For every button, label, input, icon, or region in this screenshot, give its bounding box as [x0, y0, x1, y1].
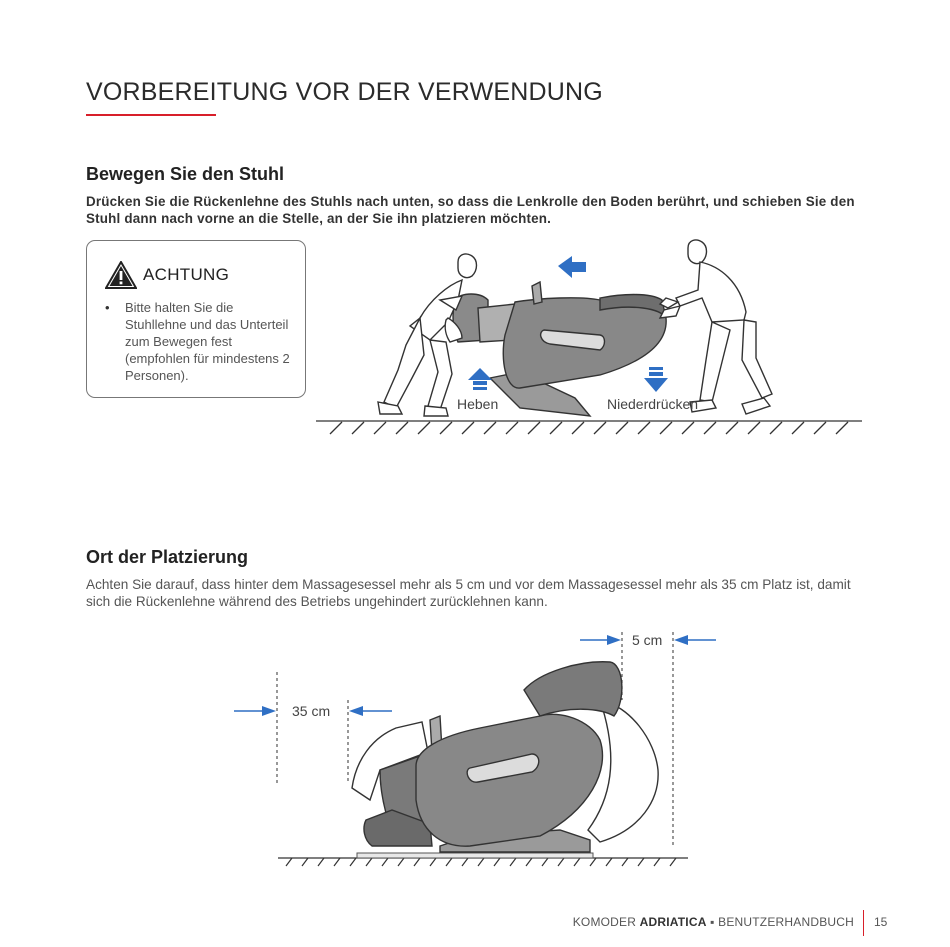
placement-section-instruction: Achten Sie darauf, dass hinter dem Massagesessel mehr als 5 cm und vor dem Massagesessel mehr als 35 cm Platz ist, damit sich die Rückenlehne während des Betriebs ungehindert zurücklehnen kann. [86, 577, 851, 609]
massage-chair [352, 662, 658, 852]
press-label: Niederdrücken [607, 396, 699, 412]
move-section-heading: Bewegen Sie den Stuhl [86, 164, 285, 184]
front-clearance-label: 35 cm [292, 703, 331, 719]
footer-divider [863, 910, 864, 936]
placement-ground-line [278, 858, 688, 866]
footer-doc-name: BENUTZERHANDBUCH [718, 915, 854, 929]
page-number: 15 [874, 915, 888, 929]
lift-label: Heben [457, 396, 499, 412]
footer-brand-prefix: KOMODER [572, 915, 637, 929]
rear-clearance-label: 5 cm [632, 632, 663, 648]
caution-item: • Bitte halten Sie die Stuhllehne und das Unterteil zum Bewegen fest (empfohlen für mindestens 2 Personen). [103, 299, 293, 384]
move-section-instruction: Drücken Sie die Rückenlehne des Stuhls nach unten, so dass die Lenkrolle den Boden berührt, und schieben Sie den Stuhl dann nach vorne an die Stelle, an der Sie ihn platzieren möchten. [86, 194, 855, 226]
footer-brand-name: ADRIATICA [639, 915, 707, 929]
page-title: VORBEREITUNG VOR DER VERWENDUNG [86, 78, 603, 106]
footer-doc-title [573, 915, 854, 929]
caution-title: ACHTUNG [143, 265, 230, 284]
footer-separator: ▪ [710, 915, 715, 929]
floor-mat [357, 853, 593, 858]
placement-section-heading: Ort der Platzierung [86, 547, 249, 567]
